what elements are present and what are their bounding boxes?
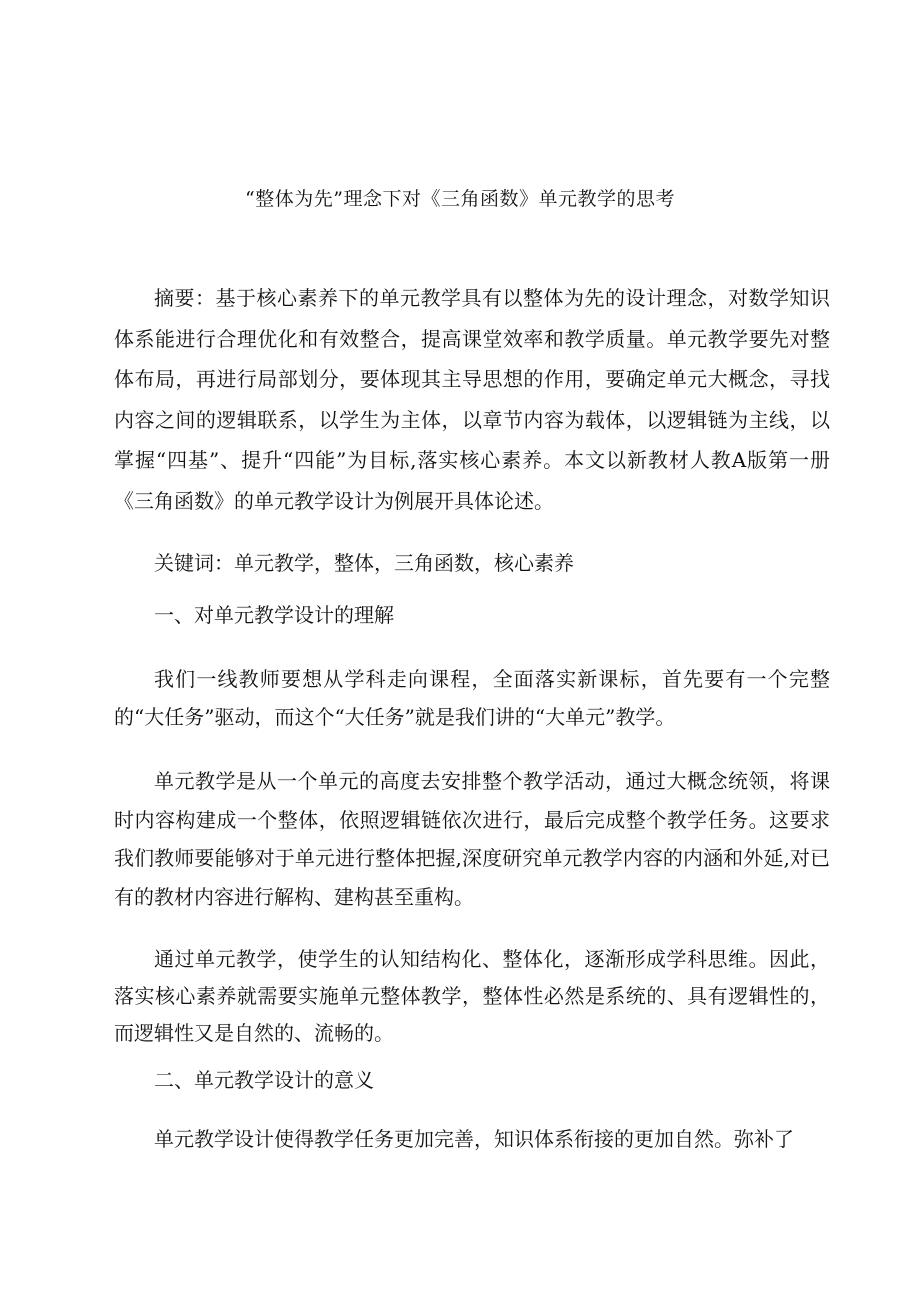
body-paragraph: 单元教学设计使得教学任务更加完善，知识体系衔接的更加自然。弥补了 — [154, 1127, 794, 1151]
body-paragraph: 通过单元教学，使学生的认知结构化、整体化，逐渐形成学科思维。因此，落实核心素养就需要实施单元整体教学，整体性必然是系统的、具有逻辑性的，而逻辑性又是自然的、流畅的。 — [114, 947, 830, 1045]
body-paragraph: 单元教学是从一个单元的高度去安排整个教学活动，通过大概念统领，将课时内容构建成一个整体，依照逻辑链依次进行，最后完成整个教学任务。这要求我们教师要能够对于单元进行整体把握,深度研究单元教学内容的内涵和外延,对已有的教材内容进行解构、建构甚至重构。 — [114, 769, 830, 909]
section-heading-1: 一、对单元教学设计的理解 — [154, 603, 394, 627]
section-heading-2: 二、单元教学设计的意义 — [154, 1068, 374, 1092]
body-paragraph: 我们一线教师要想从学科走向课程，全面落实新课标，首先要有一个完整的“大任务”驱动，而这个“大任务”就是我们讲的“大单元”教学。 — [114, 667, 830, 729]
abstract-paragraph: 摘要：基于核心素养下的单元教学具有以整体为先的设计理念，对数学知识体系能进行合理优化和有效整合，提高课堂效率和教学质量。单元教学要先对整体布局，再进行局部划分，要体现其主导思想的作用，要确定单元大概念，寻找内容之间的逻辑联系，以学生为主体，以章节内容为载体，以逻辑链为主线，以掌握“四基”、提升“四能”为目标,落实核心素养。本文以新教材人教A版第一册《三角函数》的单元教学设计为例展开具体论述。 — [114, 286, 830, 513]
document-title: “整体为先”理念下对《三角函数》单元教学的思考 — [245, 188, 675, 210]
keywords-line: 关键词：单元教学，整体，三角函数，核心素养 — [154, 551, 574, 575]
